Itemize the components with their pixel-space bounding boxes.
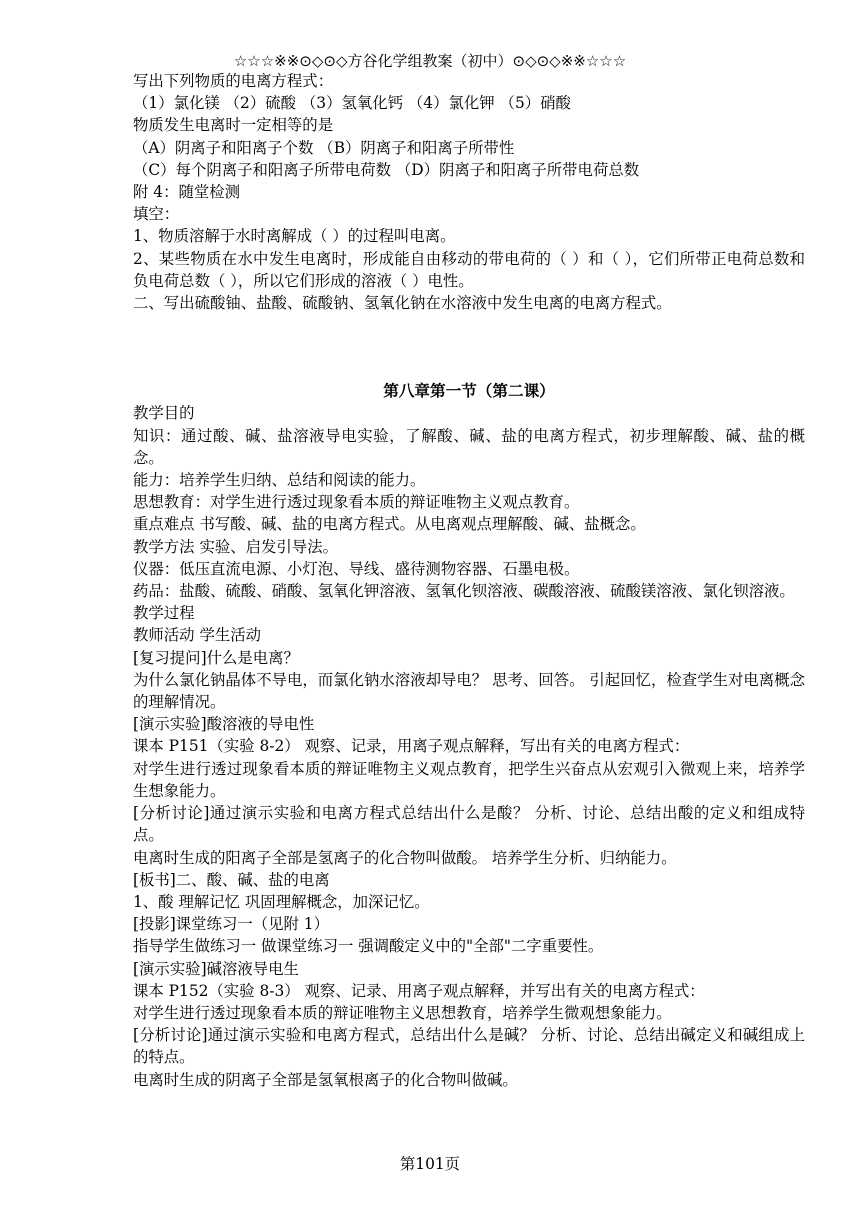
text-line: 附 4：随堂检测	[133, 183, 241, 202]
text-line: 1、酸 理解记忆 巩固理解概念，加深记忆。	[133, 892, 430, 911]
text-line: 课本 P152（实验 8-3） 观察、记录、用离子观点解释，并写出有关的电离方程式：	[133, 981, 705, 1000]
text-line: [演示实验]酸溶液的导电性	[133, 715, 315, 734]
page-header: ☆☆☆※※⊙◇⊙◇方谷化学组教案（初中）⊙◇⊙◇※※☆☆☆	[233, 52, 627, 70]
text-line: 思想教育：对学生进行透过现象看本质的辩证唯物主义观点教育。	[133, 493, 580, 512]
text-line: （C）每个阴离子和阳离子所带电荷数 （D）阴离子和阳离子所带电荷总数	[133, 160, 640, 179]
text-line: 物质发生电离时一定相等的是	[133, 116, 334, 135]
text-line: （A）阴离子和阳离子个数 （B）阴离子和阳离子所带性	[133, 138, 515, 157]
text-line: 对学生进行透过现象看本质的辩证唯物主义观点教育，把学生兴奋点从宏观引入微观上来，培养学生想象能力。	[133, 759, 805, 800]
text-line: [分析讨论]通过演示实验和电离方程式，总结出什么是碱？ 分析、讨论、总结出碱定义和碱组成上的特点。	[133, 1026, 805, 1067]
text-line: 知识：通过酸、碱、盐溶液导电实验，了解酸、碱、盐的电离方程式，初步理解酸、碱、盐的概念。	[133, 426, 805, 467]
text-line: 电离时生成的阴离子全部是氢氧根离子的化合物叫做碱。	[133, 1070, 518, 1089]
text-line: 教学目的	[133, 404, 195, 423]
text-line: 填空：	[133, 205, 180, 224]
text-line: [板书]二、酸、碱、盐的电离	[133, 870, 330, 889]
text-line: 重点难点 书写酸、碱、盐的电离方程式。从电离观点理解酸、碱、盐概念。	[133, 515, 646, 534]
text-line: 教师活动 学生活动	[133, 626, 262, 645]
text-line: [分析讨论]通过演示实验和电离方程式总结出什么是酸？ 分析、讨论、总结出酸的定义和组成特点。	[133, 804, 805, 845]
text-line: 为什么氯化钠晶体不导电，而氯化钠水溶液却导电？ 思考、回答。 引起回忆，检查学生对电离概念的理解情况。	[133, 670, 805, 712]
section-title: 第八章第一节（第二课）	[383, 381, 555, 401]
text-line: 能力：培养学生归纳、总结和阅读的能力。	[133, 471, 426, 490]
text-line: 教学方法 实验、启发引导法。	[133, 537, 338, 556]
text-line: （1）氯化镁 （2）硫酸 （3）氢氧化钙 （4）氯化钾 （5）硝酸	[133, 94, 571, 113]
text-line: 电离时生成的阳离子全部是氢离子的化合物叫做酸。 培养学生分析、归纳能力。	[133, 848, 677, 867]
document-body	[133, 70, 805, 1091]
text-line: [投影]课堂练习一（见附 1）	[133, 915, 329, 934]
text-line: 2、某些物质在水中发生电离时，形成能自由移动的带电荷的（ ）和（ ），它们所带正电荷总数和负电荷总数（ ），所以它们形成的溶液（ ）电性。	[133, 249, 805, 290]
text-line: 1、物质溶解于水时离解成（ ）的过程叫电离。	[133, 227, 456, 246]
text-line: 药品：盐酸、硫酸、硝酸、氢氧化钾溶液、氢氧化钡溶液、碳酸溶液、硫酸镁溶液、氯化钡溶液。	[133, 582, 795, 601]
text-line: 二、写出硫酸铀、盐酸、硫酸钠、氢氧化钠在水溶液中发生电离的电离方程式。	[133, 294, 672, 313]
text-line: 写出下列物质的电离方程式：	[133, 72, 334, 90]
text-line: [演示实验]碱溶液导电生	[133, 959, 299, 978]
text-line: 教学过程	[133, 604, 195, 623]
text-line: 对学生进行透过现象看本质的辩证唯物主义思想教育，培养学生微观想象能力。	[133, 1003, 672, 1022]
text-line: [复习提问]什么是电离？	[133, 648, 299, 667]
section-spacer	[133, 314, 805, 380]
text-line: 课本 P151（实验 8-2） 观察、记录，用离子观点解释，写出有关的电离方程式：	[133, 737, 690, 756]
text-line: 指导学生做练习一 做课堂练习一 强调酸定义中的"全部"二字重要性。	[133, 937, 604, 956]
text-line: 仪器：低压直流电源、小灯泡、导线、盛待测物容器、石墨电极。	[133, 559, 580, 578]
page-number: 第101页	[399, 1155, 461, 1173]
